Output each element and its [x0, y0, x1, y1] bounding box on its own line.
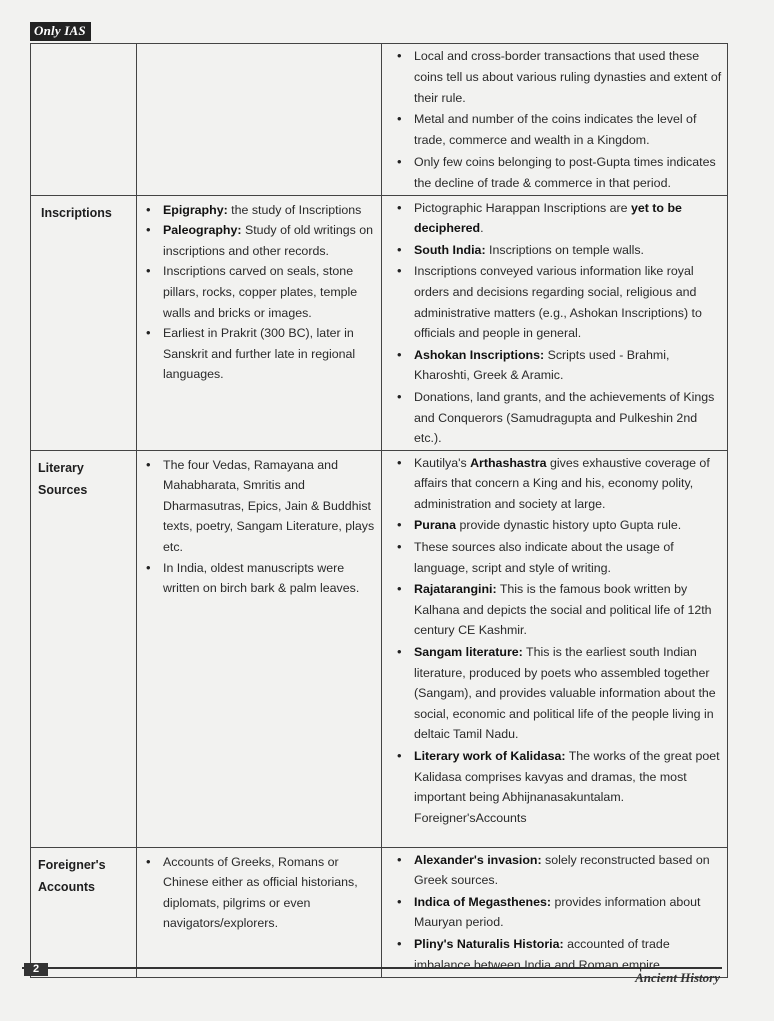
- footer-divider: [22, 967, 722, 969]
- item-text: Inscriptions carved on seals, stone pillars, rocks, copper plates, temple walls and bricks or images.: [163, 264, 358, 320]
- source-label: Foreigner's Accounts: [38, 857, 106, 894]
- list-item: [163, 261, 375, 323]
- list-item: [414, 537, 723, 578]
- description-list: [137, 196, 381, 385]
- list-item: [414, 387, 723, 449]
- bold-term: South India:: [414, 242, 486, 257]
- details-cell: [382, 195, 728, 450]
- item-text: accounted of trade imbalance between India and Roman empire.: [414, 937, 670, 972]
- bold-term: Epigraphy:: [163, 202, 228, 217]
- source-label-cell: [31, 44, 137, 196]
- table-row-inscriptions: [31, 195, 728, 450]
- source-label-cell: [31, 195, 137, 450]
- item-text: Pictographic Harappan Inscriptions are: [414, 200, 631, 215]
- source-label: Inscriptions: [41, 205, 112, 220]
- description-cell: [137, 44, 382, 196]
- bold-term: Purana: [414, 518, 457, 533]
- item-text: This is the earliest south Indian literature, produced by poets who assembled together (Sangam), and provides valuable information about the social, economic and political life of the people living in deltaic Tamil Nadu.: [414, 645, 716, 742]
- bold-term: Alexander's invasion:: [414, 852, 542, 867]
- description-cell: [137, 450, 382, 847]
- item-text: These sources also indicate about the usage of language, script and style of writing.: [414, 540, 674, 575]
- item-text: The works of the great poet Kalidasa comprises kavyas and dramas, the most important being Abhijnanasakuntalam. Foreigner'sAccounts: [414, 749, 720, 825]
- item-text: In India, oldest manuscripts were written on birch bark & palm leaves.: [163, 560, 360, 596]
- bold-term: Rajatarangini:: [414, 582, 497, 597]
- details-cell: [382, 44, 728, 196]
- item-text: Local and cross-border transactions that used these coins tell us about various ruling dynasties and extent of their rule.: [414, 49, 722, 105]
- list-item: [414, 746, 723, 828]
- description-cell: [137, 847, 382, 977]
- bold-term: Paleography:: [163, 223, 242, 238]
- bold-term: yet to be deciphered: [414, 200, 682, 236]
- item-text: The four Vedas, Ramayana and Mahabharata, Smritis and Dharmasutras, Epics, Jain & Buddhist texts, poetry, Sangam Literature, plays etc.: [163, 457, 375, 555]
- subject-title: Ancient History: [635, 970, 720, 985]
- details-list: [382, 196, 727, 449]
- item-text: gives exhaustive coverage of affairs that concern a King and his, economy polity, administration and society at large.: [414, 455, 710, 511]
- details-list: [382, 451, 727, 829]
- item-text: Accounts of Greeks, Romans or Chinese either as official historians, diplomats, pilgrims or even navigators/explorers.: [163, 854, 358, 931]
- list-item: [414, 579, 723, 641]
- details-list: [382, 848, 727, 976]
- bold-term: Arthashastra: [470, 455, 547, 470]
- item-text: solely reconstructed based on Greek sources.: [414, 852, 710, 888]
- list-item: [163, 220, 375, 261]
- bold-term: Sangam literature:: [414, 645, 523, 660]
- page-number: 2: [24, 963, 48, 976]
- list-item: [163, 558, 375, 599]
- bold-term: Ashokan Inscriptions:: [414, 347, 545, 362]
- details-list: [382, 44, 727, 194]
- item-text: Metal and number of the coins indicates the level of trade, commerce and wealth in a Kingdom.: [414, 112, 697, 148]
- description-cell: [137, 195, 382, 450]
- list-item: [414, 261, 723, 343]
- description-list: [137, 848, 381, 934]
- details-cell: [382, 847, 728, 977]
- table-row-literary-sources: [31, 450, 728, 847]
- item-text: Study of old writings on inscriptions and other records.: [163, 223, 374, 258]
- site-badge: Only IAS: [30, 22, 91, 41]
- item-text: Inscriptions on temple walls.: [485, 242, 644, 257]
- source-label: Literary Sources: [38, 460, 88, 497]
- bold-term: Indica of Megasthenes:: [414, 894, 552, 909]
- list-item: [414, 152, 723, 194]
- item-text: Donations, land grants, and the achievements of Kings and Conquerors (Samudragupta and Pulkeshin 2nd etc.).: [414, 389, 715, 446]
- details-cell: [382, 450, 728, 847]
- item-text: This is the famous book written by Kalhana and depicts the social and political life of 12th century CE Kashmir.: [414, 582, 712, 638]
- list-item: [414, 46, 723, 108]
- list-item: [414, 515, 723, 536]
- list-item: [163, 455, 375, 558]
- list-item: [414, 850, 723, 891]
- list-item: [414, 345, 723, 386]
- bold-term: Literary work of Kalidasa:: [414, 749, 566, 764]
- list-item: [163, 323, 375, 385]
- item-text: the study of Inscriptions: [227, 202, 362, 217]
- description-list: [137, 451, 381, 599]
- source-label-cell: [31, 847, 137, 977]
- list-item: [163, 200, 375, 221]
- item-text: provides information about Mauryan period.: [414, 894, 701, 930]
- table-row-foreigners-accounts: [31, 847, 728, 977]
- item-text: Inscriptions conveyed various information like royal orders and decisions regarding social, religious and administrative matters (e.g., Ashokan Inscriptions) to officials and people in general.: [414, 264, 702, 341]
- item-text: .: [480, 221, 484, 236]
- item-text: provide dynastic history upto Gupta rule.: [456, 518, 682, 533]
- list-item: [414, 109, 723, 151]
- table-row-coins-continued: [31, 44, 728, 196]
- list-item: [414, 198, 723, 239]
- bold-term: Pliny's Naturalis Historia:: [414, 937, 564, 952]
- source-label-cell: [31, 450, 137, 847]
- item-text: Scripts used - Brahmi, Kharoshti, Greek & Aramic.: [414, 347, 670, 383]
- sources-table: [30, 43, 728, 978]
- list-item: [414, 892, 723, 933]
- list-item: [414, 453, 723, 515]
- item-text: Only few coins belonging to post-Gupta times indicates the decline of trade & commerce in that period.: [414, 154, 716, 190]
- list-item: [414, 240, 723, 261]
- list-item: [414, 642, 723, 745]
- item-text: Earliest in Prakrit (300 BC), later in Sanskrit and further late in regional languages.: [163, 326, 356, 382]
- item-text: Kautilya's: [414, 455, 471, 470]
- list-item: [163, 852, 375, 934]
